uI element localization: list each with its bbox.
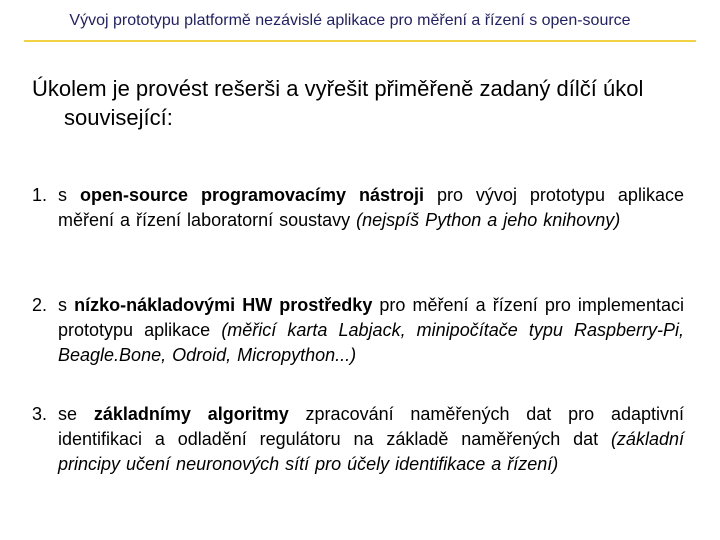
item-body-text: pro vývoj prototypu aplikace měření a řízení laboratorní soustavy	[58, 185, 684, 230]
item-number: 1.	[32, 185, 48, 205]
item-number: 3.	[32, 404, 48, 424]
title-underline	[24, 40, 696, 42]
item-italic-text: (měřicí karta Labjack, minipočítače typu Raspberry-Pi, Beagle.Bone, Odroid, Micropython...)	[58, 320, 684, 365]
item-bold-text: open-source programovacímy nástroji	[79, 185, 424, 205]
item-text	[58, 293, 684, 368]
list-item	[32, 183, 684, 233]
item-italic-text: (základní principy učení neuronových sítí pro účely identifikace a řízení)	[58, 429, 684, 474]
item-number: 2.	[32, 295, 48, 315]
item-text	[58, 183, 684, 233]
item-prefix: s	[58, 185, 67, 205]
list-item	[32, 293, 684, 368]
list-item	[32, 402, 684, 477]
item-text	[58, 402, 684, 477]
item-body-text: pro měření a řízení pro implementaci prototypu aplikace	[58, 295, 684, 340]
item-prefix: s	[58, 295, 67, 315]
item-prefix: se	[58, 404, 78, 424]
item-italic-text: (nejspíš Python a jeho knihovny)	[356, 210, 621, 230]
intro-text: Úkolem je provést rešerši a vyřešit přiměřeně zadaný dílčí úkol související:	[32, 76, 644, 130]
item-body-text: zpracování naměřených dat pro adaptivní identifikaci a odladění regulátoru na základě naměřených dat	[58, 404, 684, 449]
item-bold-text: nízko-nákladovými HW prostředky	[74, 295, 373, 315]
slide-title: Vývoj prototypu platformě nezávislé aplikace pro měření a řízení s open-source	[69, 12, 631, 29]
item-bold-text: základnímy algoritmy	[93, 404, 289, 424]
